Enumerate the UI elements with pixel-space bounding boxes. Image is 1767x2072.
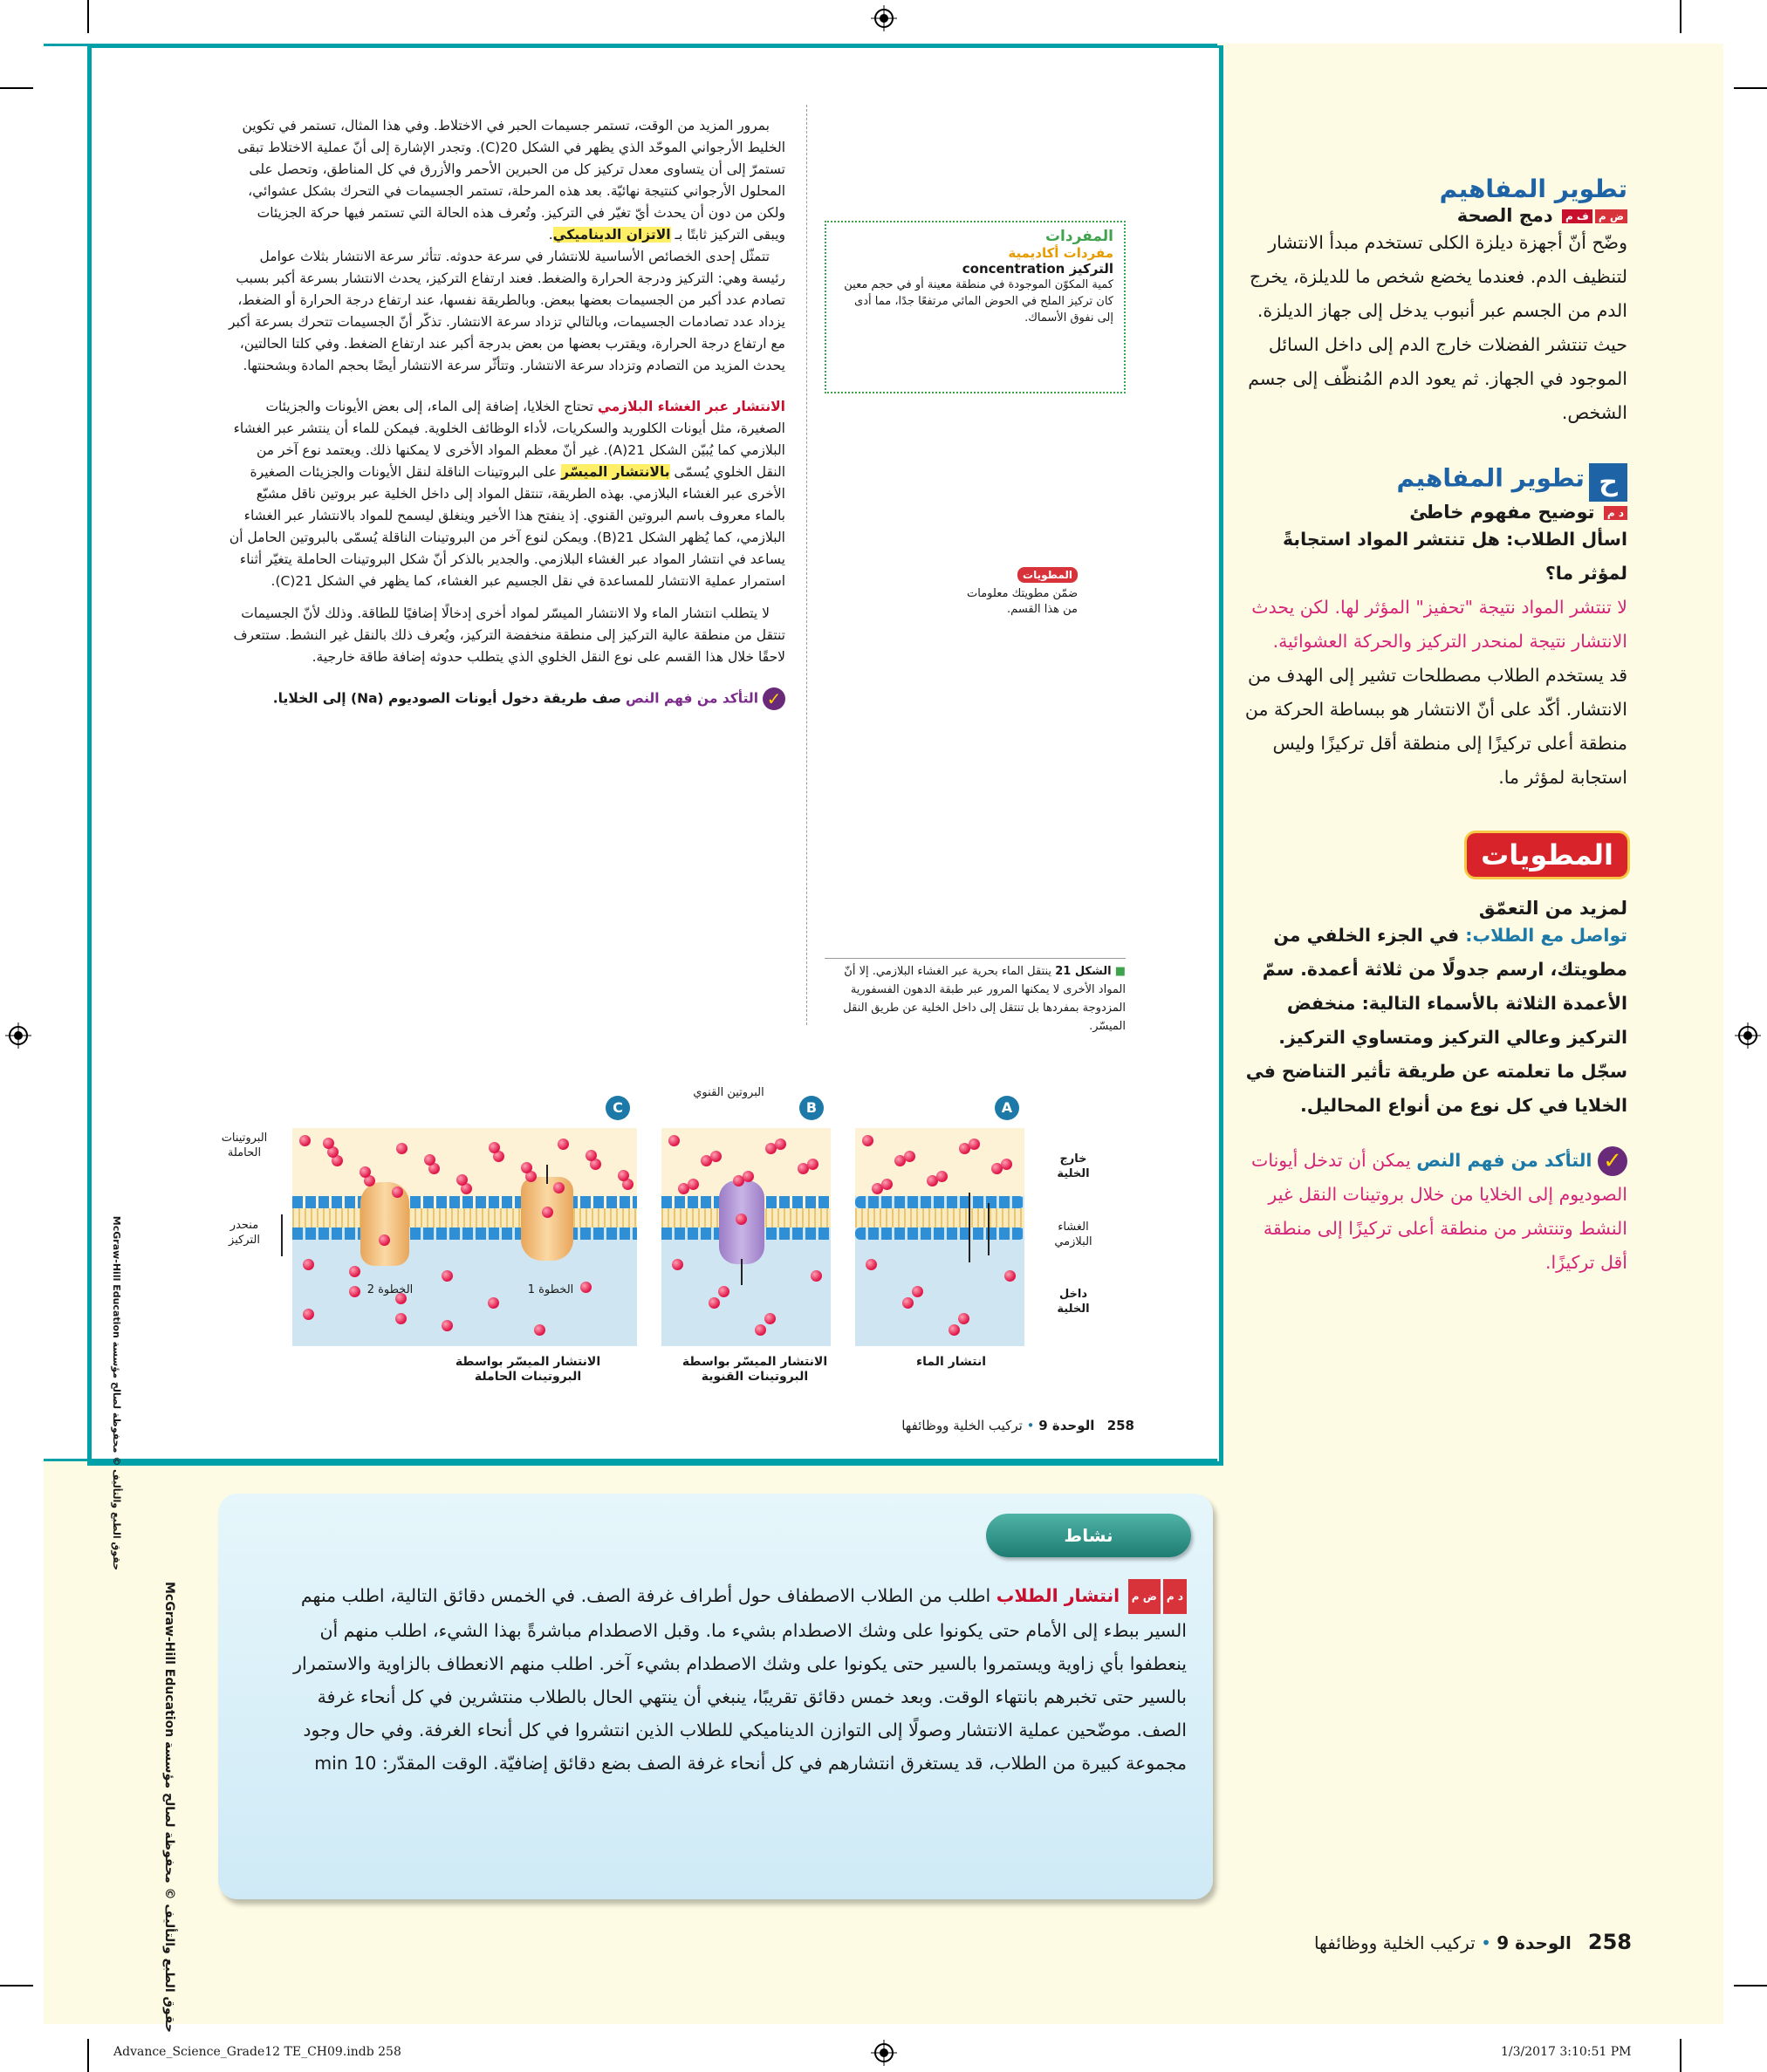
foldables-note-text: ضمّن مطويتك معلومات من هذا القسم.: [967, 587, 1078, 616]
teacher-column: [1239, 174, 1627, 1280]
solute-particle: [755, 1324, 766, 1336]
solute-particle: [881, 1179, 893, 1190]
concept-dev-2-subtitle: توضيح مفهوم خاطئ: [1409, 502, 1595, 523]
reading-check-icon: ✓: [763, 687, 785, 710]
crop-mark: [1734, 1985, 1767, 1987]
registration-mark-icon: [871, 5, 897, 31]
vertical-credit-outer: حقوق الطبع والتأليف © محفوظة لصالح مؤسسة McGraw-Hill Education: [162, 1581, 176, 2033]
solute-particle: [775, 1139, 786, 1150]
solute-particle: [902, 1297, 914, 1309]
solute-particle: [424, 1154, 435, 1166]
concept-dev-1-title: تطوير المفاهيم: [1439, 174, 1627, 203]
label-outside-cell: خارج الخلية: [1057, 1152, 1090, 1180]
inner-unit-label: الوحدة 9: [1038, 1418, 1095, 1433]
vocab-definition: كمية المكوّن الموجودة في منطقة معينة أو في حجم معين: [844, 278, 1113, 291]
solute-particle: [811, 1270, 822, 1282]
vocab-term: التركيز concentration: [962, 261, 1113, 277]
solute-particle: [618, 1170, 629, 1181]
registration-mark-icon: [5, 1022, 31, 1049]
solute-particle: [360, 1166, 371, 1178]
label-plasma-membrane: الغشاء البلازمي: [1054, 1221, 1092, 1248]
solute-particle: [672, 1259, 683, 1270]
badge-icon: ض م: [1128, 1579, 1161, 1614]
concept-dev-2-answer: لا تنتشر المواد نتيجة "تحفيز" المؤثر لها. لكن يحدث الانتشار نتيجة لمنحدر التركيز والحركة العشوائية.: [1251, 597, 1627, 652]
teacher-reading-check-label: التأكد من فهم النص: [1416, 1150, 1592, 1171]
label-channel-protein: البروتين القنوي: [693, 1086, 764, 1099]
caption-water-diffusion: انتشار الماء: [915, 1355, 987, 1369]
registration-mark-icon: [1735, 1022, 1761, 1049]
solute-particle: [392, 1186, 403, 1198]
crop-mark: [0, 1985, 33, 1987]
page-top-rule: [44, 44, 1217, 46]
panel-a-label: A: [995, 1096, 1019, 1120]
solute-particle: [949, 1324, 960, 1336]
concept-dev-1-text: وضّح أنّ أجهزة ديلزة الكلى تستخدم مبدأ الانتشار لتنظيف الدم. فعندما يخضع شخص ما للديلزة، يخرج الدم من الجسم عبر أنبوب يدخل إلى جهاز الديلزة. حيث تنتشر الفضلات خارج الدم إلى داخل السائل الموجود في الجهاز. ثم يعود الدم المُنظّف إلى جسم الشخص.: [1248, 232, 1627, 423]
crop-mark: [1734, 87, 1767, 89]
solute-particle: [688, 1179, 699, 1190]
vocab-subtitle: مفردات أكاديمية: [1008, 245, 1113, 261]
paragraph-membrane-diffusion-cont: على البروتينات الناقلة لنقل الأيونات والجزيئات الصغيرة الأخرى عبر الغشاء البلازمي. بهذه الطريقة، تنتقل المواد إلى داخل الخلية عبر بروتين ناقل مشبّع بالماء معروف باسم البروتين القنوي. إذ ينفتح هذا الأخير وينغلق ليسمح للمواد بالانتشار عبر الغشاء البلازمي، كما يُظهر الشكل 21(B). ويمكن لنوع آخر من البروتينات الناقلة يُسمّى بالبروتين الحامل أن يساعد في انتشار المواد عبر الغشاء البلازمي. والجدير بالذكر أنّ شكل البروتينات الحاملة يتغيّر أثناء استمرار عملية الانتشار للمساعدة في نقل الجسيم عبر الغشاء، كما يظهر في الشكل 21(C).: [229, 464, 785, 589]
paragraph-passive-transport: لا يتطلب انتشار الماء ولا الانتشار الميسّر لمواد أخرى إدخالًا إضافيًا للطاقة. وذلك لأنّ الجسيمات تنتقل من منطقة عالية التركيز إلى منطقة منخفضة التركيز، ويُعرف ذلك بالنقل غير النشط. ستتعرف لاحقًا خلال هذا القسم على نوع النقل الخلوي الذي يتطلب حدوثه إضافة طاقة خارجية.: [233, 605, 785, 665]
solute-particle: [442, 1270, 453, 1282]
solute-particle: [862, 1135, 873, 1146]
solute-particle: [395, 1313, 407, 1324]
activity-content: [271, 1579, 1187, 1780]
solute-particle: [1004, 1270, 1016, 1282]
gradient-arrow: [281, 1214, 283, 1256]
solute-particle: [521, 1162, 532, 1173]
solute-particle: [303, 1259, 314, 1270]
key-term-facilitated-diffusion: بالانتشار الميسّر: [561, 464, 670, 480]
solute-particle: [709, 1297, 720, 1309]
solute-particle: [904, 1151, 915, 1162]
outer-page-number: 258: [1587, 1930, 1632, 1954]
crop-mark: [87, 0, 89, 33]
concept-dev-2-icon: ح: [1589, 463, 1627, 502]
solute-particle: [807, 1159, 818, 1170]
solute-particle: [586, 1150, 597, 1161]
label-inside-cell: داخل الخلية: [1057, 1288, 1090, 1316]
label-concentration-gradient: منحدر التركيز: [229, 1219, 260, 1247]
solute-particle: [349, 1266, 360, 1277]
membrane-bilayer: [855, 1196, 1024, 1240]
concept-dev-2-ask: اسأل الطلاب: هل تنتشر المواد استجابةً لمؤثر ما؟: [1283, 529, 1627, 584]
panel-b: [661, 1128, 831, 1346]
solute-particle: [958, 1313, 969, 1324]
solute-particle: [303, 1309, 314, 1320]
more-depth-text: في الجزء الخلفي من مطويتك، ارسم جدولًا من ثلاثة أعمدة. سمّ الأعمدة الثلاثة بالأسماء التالية: منخفض التركيز وعالي التركيز ومتساوي التركيز. سجّل ما تعلمته عن طريقة تأثير التناضح في الخلايا في كل نوع من أنواع المحاليل.: [1245, 925, 1627, 1116]
more-depth-title: لمزيد من التعمّق: [1478, 898, 1627, 919]
paragraph-membrane-diffusion: تحتاج الخلايا، إضافة إلى الماء، إلى بعض الأيونات والجزيئات الصغيرة، مثل أيونات الكلوريد والسكريات، لأداء الوظائف الخلوية. فيمكن للماء أن ينتشر عبر الغشاء البلازمي كما يُبيّن الشكل 21(A). غير أنّ معظم المواد الأخرى لا يمكنها ذلك. ويعتمد نوع آخر من النقل الخلوي يُسمّى: [233, 399, 785, 480]
outer-unit-title: تركيب الخلية ووظائفها: [1313, 1932, 1476, 1953]
solute-particle: [764, 1313, 776, 1324]
vertical-credit: حقوق الطبع والتأليف © محفوظة لصالح مؤسسة McGraw-Hill Education: [111, 1215, 122, 1570]
solute-particle: [866, 1259, 877, 1270]
solute-particle: [299, 1135, 311, 1146]
membrane-bilayer: [292, 1196, 637, 1240]
badge-icon: د م: [1163, 1579, 1187, 1614]
solute-particle: [969, 1139, 980, 1150]
inner-unit-title: تركيب الخلية ووظائفها: [901, 1418, 1023, 1433]
paragraph-diffusion-rate: تتمثّل إحدى الخصائص الأساسية للانتشار في سرعة حدوثه. تتأثر سرعة الانتشار بثلاث عوامل رئيسة وهي: التركيز ودرجة الحرارة والضغط. فعند ارتفاع التركيز، يحدث الانتشار بسرعة أكبر بسبب تصادم عدد أكبر من الجسيمات بعضها ببعض. وبالطريقة نفسها، عند ارتفاع درجة الحرارة أو الضغط، يزداد عدد تصادمات الجسيمات، وبالتالي تزداد سرعة الانتشار. تذكّر أنّ الجسيمات تتحرك بسرعة أكبر مع ارتفاع درجة الحرارة، ويقترب بعضها من بعض بدرجة أكبر عند ارتفاع الضغط. وفي كلتا الحالتين، يحدث المزيد من التصادم وتزداد سرعة الانتشار. وتتأثّر سرعة الانتشار أيضًا بحجم المادة وبشحنتها.: [229, 249, 785, 373]
key-term-dynamic-equilibrium: الاتزان الديناميكي: [552, 227, 671, 243]
solute-particle: [718, 1286, 729, 1297]
concept-dev-1-subtitle: دمج الصحة: [1456, 205, 1553, 226]
paragraph-dynamic-equilibrium: بمرور المزيد من الوقت، تستمر جسيمات الحبر في الاختلاط. وفي هذا المثال، تستمر في تكوين الخليط الأرجواني الموحّد الذي يظهر في الشكل 20(C). وتجدر الإشارة إلى أنّ عملية الاختلاط تبقى تستمرّ إلى أن يتساوى معدل تركيز كل من الحبرين الأحمر والأزرق في كل المناطق، وتحصل على المحلول الأرجواني كنتيجة نهائيّة. بعد هذه المرحلة، تستمر الجسيمات في التحرك بشكل عشوائي، ولكن من دون أن يحدث أيّ تغيّر في التركيز. وتُعرف هذه الحالة التي تستمر فيها حركة الجزيئات ويبقى التركيز ثابتًا بـ: [237, 118, 785, 243]
vocab-example: كان تركيز الملح في الحوض المائي مرتفعًا جدًا، مما أدى إلى نفوق الأسماك.: [854, 295, 1113, 325]
solute-particle: [1001, 1159, 1012, 1170]
outer-page-footer: 258 الوحدة 9 • تركيب الخلية ووظائفها: [1313, 1930, 1632, 1954]
vocabulary-box: [825, 221, 1126, 393]
teacher-reading-check-text: يمكن أن تدخل أيونات الصوديوم إلى الخلايا من خلال بروتينات النقل غير النشط وتنتشر من منطقة أعلى تركيزًا إلى منطقة أقل تركيزًا.: [1251, 1150, 1627, 1273]
caption-channel-diffusion: الانتشار الميسّر بواسطة البروتينات القنوية: [681, 1355, 828, 1384]
solute-particle: [580, 1282, 592, 1293]
reading-check-icon: ✓: [1598, 1146, 1627, 1176]
activity-title: انتشار الطلاب: [996, 1585, 1120, 1606]
vocab-title: المفردات: [1044, 228, 1113, 245]
connect-students-label: تواصل مع الطلاب:: [1465, 925, 1627, 946]
label-step-1: الخطوة 1: [527, 1283, 574, 1296]
figure-caption: ■ الشكل 21 ينتقل الماء بحرية عبر الغشاء البلازمي. إلا أنّ المواد الأخرى لا يمكنها المرور عبر طبقة الدهون الفسفورية المزدوجة بمفردها بل تنتقل إلى داخل الخلية عن طريق النقل الميسّر.: [825, 958, 1126, 1036]
concept-dev-2-title: تطوير المفاهيم: [1396, 463, 1585, 493]
page-bottom-rule: [44, 1459, 1217, 1461]
slug-file: Advance_Science_Grade12 TE_CH09.indb 258: [113, 2045, 401, 2059]
concept-dev-2-text: قد يستخدم الطلاب مصطلحات تشير إلى الهدف من الانتشار. أكّد على أنّ الانتشار هو ببساطة الحركة من منطقة أعلى تركيزًا إلى منطقة أقل تركيزًا وليس استجابة لمؤثر ما.: [1244, 665, 1627, 788]
slug-stamp: 1/3/2017 3:10:51 PM: [1501, 2045, 1632, 2059]
solute-particle: [553, 1182, 565, 1193]
solute-particle: [912, 1286, 923, 1297]
foldables-note: [825, 565, 1078, 618]
reading-check-question: صف طريقة دخول أيونات الصوديوم (Na) إلى الخلايا.: [272, 690, 621, 707]
panel-c: [292, 1128, 637, 1346]
panel-c-label: C: [606, 1096, 630, 1120]
crop-mark: [1680, 2039, 1681, 2072]
solute-particle: [936, 1171, 948, 1182]
carrier-protein-step1: [521, 1177, 573, 1261]
main-text-column: بمرور المزيد من الوقت، تستمر جسيمات الحبر في الاختلاط. وفي هذا المثال، تستمر في تكوين الخليط الأرجواني الموحّد الذي يظهر في الشكل 20(C). وتجدر الإشارة إلى أنّ عملية الاختلاط تبقى تستمرّ إلى أن يتساوى معدل تركيز كل من الحبرين الأحمر والأزرق في كل المناطق، وتحصل على المحلول الأرجواني كنتيجة نهائيّة. بعد هذه المرحلة، تستمر الجسيمات في التحرك بشكل عشوائي، ولكن من دون أن يحدث أيّ تغيّر في التركيز. وتُعرف هذه الحالة التي تستمر فيها حركة الجزيئات ويبقى التركيز ثابتًا بـ الاتزان الديناميكي. تتمثّل إحدى الخصائص الأساسية للانتشار في سرعة حدوثه. تتأثر سرعة الانتشار بثلاث عوامل رئيسة وهي: التركيز ودرجة الحرارة والضغط. فعند ارتفاع التركيز، يحدث الانتشار بسرعة أكبر بسبب تصادم عدد أكبر من الجسيمات بعضها ببعض. وبالطريقة نفسها، عند ارتفاع درجة الحرارة أو الضغط، يزداد عدد تصادمات الجسيمات، وبالتالي تزداد سرعة الانتشار. تذكّر أنّ الجسيمات تتحرك بسرعة أكبر مع ارتفاع درجة الحرارة، ويقترب بعضها من بعض بدرجة أكبر عند ارتفاع الضغط. وفي كلتا الحالتين، يحدث المزيد من التصادم وتزداد سرعة الانتشار. وتتأثّر سرعة الانتشار أيضًا بحجم المادة وبشحنتها. الانتشار عبر الغشاء البلازمي تحتاج الخلايا، إضافة إلى الماء، إلى بعض الأيونات والجزيئات الصغيرة، مثل أيونات الكلوريد والسكريات، لأداء الوظائف الخلوية. فيمكن للماء أن ينتشر عبر الغشاء البلازمي كما يُبيّن الشكل 21(A). غير أنّ معظم المواد الأخرى لا يمكنها ذلك. ويعتمد نوع آخر من النقل الخلوي يُسمّى بالانتشار الميسّر على البروتينات الناقلة لنقل الأيونات والجزيئات الصغيرة الأخرى عبر الغشاء البلازمي. بهذه الطريقة، تنتقل المواد إلى داخل الخلية عبر بروتين ناقل مشبّع بالماء معروف باسم البروتين القنوي. إذ ينفتح هذا الأخير وينغلق ليسمح للمواد بالانتشار عبر الغشاء البلازمي، كما يُظهر الشكل 21(B). ويمكن لنوع آخر من البروتينات الناقلة يُسمّى بالبروتين الحامل أن يساعد في انتشار المواد عبر الغشاء البلازمي. والجدير بالذكر أنّ شكل البروتينات الحاملة يتغيّر أثناء استمرار عملية الانتشار للمساعدة في نقل الجسيم عبر الغشاء، كما يظهر في الشكل 21(C). لا يتطلب انتشار الماء ولا الانتشار الميسّر لمواد أخرى إدخالًا إضافيًا للطاقة. وذلك لأنّ الجسيمات تنتقل من منطقة عالية التركيز إلى منطقة منخفضة التركيز، ويُعرف ذلك بالنقل غير النشط. ستتعرف لاحقًا خلال هذا القسم على نوع النقل الخلوي الذي يتطلب حدوثه إضافة طاقة خارجية. ✓ التأكد من فهم النص صف طريقة دخول أيونات الصوديوم (Na) إلى الخلايا.: [227, 115, 785, 710]
solute-particle: [534, 1324, 545, 1336]
section-head-membrane-diffusion: الانتشار عبر الغشاء البلازمي: [597, 399, 785, 414]
solute-particle: [710, 1151, 722, 1162]
registration-mark-icon: [871, 2040, 897, 2066]
crop-mark: [87, 2039, 89, 2072]
crop-mark: [1680, 0, 1681, 33]
activity-tab: نشاط: [986, 1514, 1191, 1557]
solute-particle: [442, 1320, 453, 1331]
figure-caption-text: ينتقل الماء بحرية عبر الغشاء البلازمي. إلا أنّ المواد الأخرى لا يمكنها المرور عبر طبقة الدهون الفسفورية المزدوجة بمفردها بل تنتقل إلى داخل الخلية عن طريق النقل الميسّر.: [843, 965, 1126, 1033]
figure-caption-label: الشكل 21: [1055, 965, 1112, 978]
solute-particle: [323, 1138, 334, 1149]
column-divider: [806, 105, 807, 1025]
solute-particle: [489, 1142, 500, 1153]
activity-text: اطلب من الطلاب الاصطفاف حول أطراف غرفة الصف. في الخمس دقائق التالية، اطلب منهم السير ببطء إلى الأمام حتى يكونوا على وشك الاصطدام بشيء ما. وقبل الاصطدام مباشرةً بهذا الشيء، اطلب منهم أن ينعطفوا بأي زاوية ويستمروا بالسير حتى يكونوا على وشك الاصطدام بشيء آخر. اطلب منهم الانعطاف بالزاوية والاستمرار بالسير حتى تخبرهم بانتهاء الوقت. وبعد خمس دقائق تقريبًا، ينبغي أن ينتهي الحال بالطلاب منتشرين في كل أنحاء غرفة الصف. موضّحين عملية الانتشار وصولًا إلى التوازن الديناميكي للطلاب الذين انتشروا في كل أنحاء الغرفة. وفي حال وجود مجموعة كبيرة من الطلاب، قد يستغرق انتشارهم في كل أنحاء غرفة الصف بضع دقائق إضافيّة. الوقت المقدّر: 10 min: [293, 1585, 1187, 1774]
reading-check-label: التأكد من فهم النص: [625, 690, 759, 707]
solute-particle: [396, 1143, 408, 1154]
badge-icon: ض م: [1595, 209, 1627, 223]
panel-a: [855, 1128, 1024, 1346]
outer-unit-label: الوحدة 9: [1496, 1932, 1572, 1953]
inner-page-number: 258: [1106, 1418, 1134, 1433]
badge-icon: د م: [1604, 506, 1627, 520]
inner-page-footer: 258 الوحدة 9 • تركيب الخلية ووظائفها: [901, 1418, 1134, 1433]
solute-particle: [488, 1297, 499, 1309]
label-carrier-proteins: البروتينات الحاملة: [221, 1132, 268, 1159]
solute-particle: [558, 1139, 569, 1150]
foldables-logo: المطويات: [1467, 833, 1627, 877]
label-step-2: الخطوة 2: [366, 1283, 414, 1296]
badge-icon: ف م: [1562, 209, 1592, 223]
crop-mark: [0, 87, 33, 89]
solute-particle: [743, 1171, 754, 1182]
caption-carrier-diffusion: الانتشار الميسّر بواسطة البروتينات الحاملة: [455, 1355, 601, 1384]
solute-particle: [668, 1135, 680, 1146]
solute-particle: [456, 1174, 468, 1186]
panel-b-label: B: [799, 1096, 824, 1120]
foldables-badge: المطويات: [1017, 567, 1078, 583]
